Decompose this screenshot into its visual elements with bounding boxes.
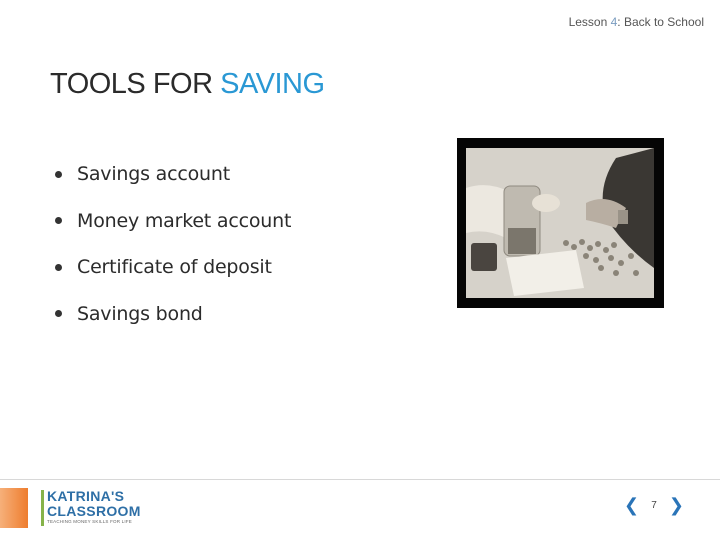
logo-tagline: TEACHING MONEY SKILLS FOR LIFE bbox=[47, 519, 132, 524]
photo-frame bbox=[457, 138, 664, 308]
page-number: 7 bbox=[651, 499, 657, 511]
slide-title-main: TOOLS FOR bbox=[50, 68, 221, 100]
bullet-text: Savings account bbox=[77, 163, 230, 185]
slide-navigation bbox=[624, 495, 684, 515]
slide-title bbox=[50, 68, 325, 101]
chevron-right-icon[interactable]: ❯ bbox=[668, 494, 684, 516]
bullet-text: Money market account bbox=[77, 209, 292, 232]
logo-line2: CLASSROOM bbox=[47, 503, 141, 519]
footer-divider bbox=[0, 479, 720, 480]
bullet-text: Certificate of deposit bbox=[77, 256, 272, 278]
slide-title-accent: SAVING bbox=[220, 68, 325, 100]
footer-orange-block bbox=[0, 488, 28, 528]
bullet-list bbox=[55, 160, 291, 346]
bullet-icon bbox=[55, 310, 62, 317]
coins-photo-illustration bbox=[466, 148, 654, 298]
lesson-label: Lesson bbox=[568, 15, 611, 29]
katrinas-classroom-logo bbox=[47, 489, 141, 525]
lesson-title: : Back to School bbox=[617, 15, 704, 29]
lesson-number: 4 bbox=[610, 15, 618, 29]
coins-photo bbox=[466, 148, 654, 298]
bullet-icon bbox=[55, 171, 62, 178]
logo-line1: KATRINA'S bbox=[47, 488, 125, 504]
bullet-item bbox=[55, 207, 291, 235]
bullet-icon bbox=[55, 217, 62, 224]
chevron-left-icon[interactable]: ❮ bbox=[624, 494, 640, 516]
bullet-text: Savings bond bbox=[77, 302, 203, 325]
bullet-item bbox=[55, 253, 291, 281]
lesson-header bbox=[569, 15, 704, 29]
bullet-item bbox=[55, 300, 291, 328]
bullet-icon bbox=[55, 264, 62, 271]
logo-accent-bar bbox=[41, 490, 44, 526]
bullet-item bbox=[55, 160, 291, 188]
